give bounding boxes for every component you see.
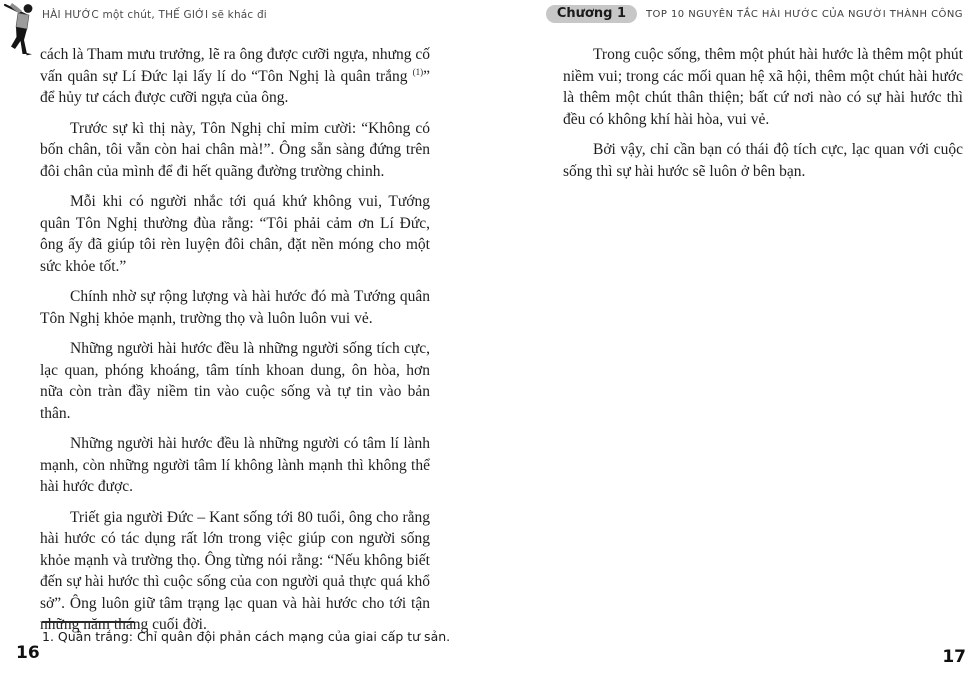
- paragraph: Triết gia người Đức – Kant sống tới 80 tuổi, ông cho rằng hài hước có tác dụng rất lớn trong việc giúp con người sống khỏe mạnh và trường thọ. Ông từng nói rằng: “Nếu không biết đến sự hài hước thì cuộc sống của con người quả thực quá khổ sở”. Ông luôn giữ tâm trạng lạc quan và hài hước cho tới tận những năm tháng cuối đời.: [40, 508, 430, 633]
- right-page-text-column: [563, 44, 963, 191]
- paragraph: Trong cuộc sống, thêm một phút hài hước là thêm một phút niềm vui; trong các mối quan hệ xã hội, thêm một chút hài hước là thêm một chút thân thiện; bất cứ nơi nào có sự hài hước thì đều có không khí hài hòa, vui vẻ.: [563, 46, 963, 128]
- golfer-icon: [3, 2, 37, 61]
- paragraph: Trước sự kì thị này, Tôn Nghị chỉ mỉm cười: “Không có bốn chân, tôi vẫn còn hai chân mà!”. Ông sẵn sàng đứng trên đôi chân của mình để đi hết quãng đường trường chinh.: [40, 119, 430, 180]
- right-running-header: [546, 5, 963, 23]
- paragraph: Chính nhờ sự rộng lượng và hài hước đó mà Tướng quân Tôn Nghị khỏe mạnh, trường thọ và luôn luôn vui vẻ.: [40, 288, 430, 327]
- footnote-reference: (1): [412, 66, 424, 77]
- left-page-text-column: [40, 44, 430, 645]
- page-number-right: 17: [942, 647, 966, 667]
- paragraph: Những người hài hước đều là những người sống tích cực, lạc quan, phóng khoáng, tâm tính khoan dung, ôn hòa, hơn nữa còn tràn đầy niềm tin vào cuộc sống và tự tin vào bản thân.: [40, 340, 430, 422]
- paragraph-text: ” để hủy tư cách được cưỡi ngựa của ông.: [40, 67, 430, 106]
- paragraph: Những người hài hước đều là những người có tâm lí lành mạnh, còn những người tâm lí không lành mạnh thì không thể hài hước được.: [40, 435, 430, 495]
- paragraph: [40, 44, 430, 109]
- footnote-text: 1. Quân trắng: Chỉ quân đội phản cách mạng của giai cấp tư sản.: [42, 629, 451, 644]
- paragraph: Bởi vậy, chỉ cần bạn có thái độ tích cực, lạc quan với cuộc sống thì sự hài hước sẽ luôn ở bên bạn.: [563, 141, 963, 180]
- left-running-title: HÀI HƯỚC một chút, THẾ GIỚI sẽ khác đi: [42, 9, 267, 21]
- paragraph: Mỗi khi có người nhắc tới quá khứ không vui, Tướng quân Tôn Nghị thường đùa rằng: “Tôi phải cảm ơn Lí Đức, ông ấy đã giúp tôi rèn luyện đôi chân, đặt nền móng cho một sức khỏe tốt.”: [40, 193, 430, 275]
- chapter-title: TOP 10 NGUYÊN TẮC HÀI HƯỚC CỦA NGƯỜI THÀNH CÔNG: [646, 8, 963, 20]
- paragraph-text: cách là Tham mưu trưởng, lẽ ra ông được cưỡi ngựa, nhưng cố vấn quân sự Lí Đức lại lấy lí do “Tôn Nghị là quân trắng: [40, 46, 430, 85]
- footnote-divider: [42, 621, 134, 623]
- chapter-badge: Chương 1: [546, 5, 637, 23]
- page-number-left: 16: [16, 643, 40, 663]
